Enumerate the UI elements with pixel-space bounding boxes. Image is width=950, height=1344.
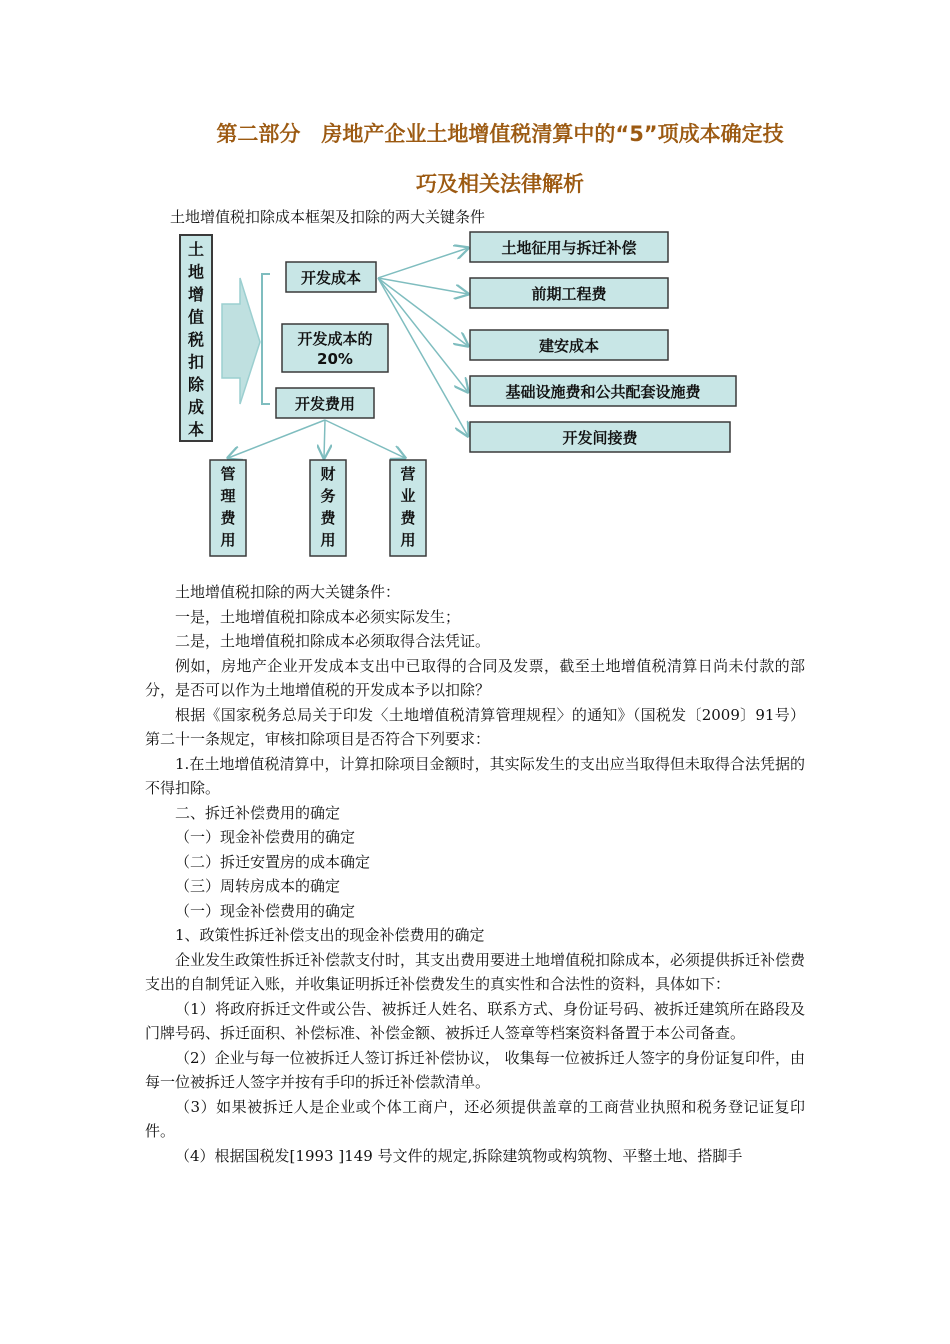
big-arrow: [222, 278, 260, 404]
bottom-box: [390, 460, 426, 556]
expense-arrows: [228, 420, 405, 458]
bottom-box-char: 费: [400, 509, 416, 527]
right-box-label: 开发间接费: [562, 429, 638, 447]
paragraph: （2）企业与每一位被拆迁人签订拆迁补偿协议， 收集每一位被拆迁人签字的身份证复印件，由每一位被拆迁人签字并按有手印的拆迁补偿款清单。: [145, 1048, 805, 1091]
paragraph: 土地增值税扣除的两大关键条件：: [175, 583, 401, 601]
bottom-box-char: 理: [220, 487, 236, 505]
bottom-box: [310, 460, 346, 556]
right-box: [470, 278, 668, 308]
right-box-label: 土地征用与拆迁补偿: [501, 239, 637, 257]
bracket: [262, 274, 270, 404]
paragraph: （二）拆迁安置房的成本确定: [175, 852, 371, 871]
right-box: [470, 376, 736, 406]
dev-cost-20-box: [282, 324, 388, 372]
paragraph: 一是，土地增值税扣除成本必须实际发生；: [175, 607, 461, 626]
right-box-label: 建安成本: [538, 337, 600, 355]
dev-expense-label: 开发费用: [294, 395, 356, 413]
diagram-caption: 土地增值税扣除成本框架及扣除的两大关键条件: [170, 208, 486, 226]
right-box: [470, 330, 668, 360]
root-char: 扣: [187, 352, 205, 372]
paragraph: （1）将政府拆迁文件或公告、被拆迁人姓名、联系方式、身份证号码、被拆迁建筑所在路段及门牌号码、拆迁面积、补偿标准、补偿金额、被拆迁人签章等档案资料备置于本公司备查。: [145, 999, 805, 1042]
paragraph: （4）根据国税发[1993 ]149 号文件的规定,拆除建筑物或构筑物、平整土地、搭脚手: [175, 1146, 743, 1165]
bottom-box-char: 费: [220, 509, 236, 527]
right-box-label: 基础设施费和公共配套设施费: [505, 383, 701, 401]
paragraph: （3）如果被拆迁人是企业或个体工商户，还必须提供盖章的工商营业执照和税务登记证复印件。: [145, 1097, 805, 1140]
root-char: 除: [187, 375, 205, 394]
paragraph: 1、政策性拆迁补偿支出的现金补偿费用的确定: [175, 926, 485, 944]
paragraph: 企业发生政策性拆迁补偿款支付时，其支出费用要进土地增值税扣除成本，必须提供拆迁补偿费支出的自制凭证入账，并收集证明拆迁补偿费发生的真实性和合法性的资料，具体如下：: [145, 950, 806, 993]
root-box-deduction-cost: [180, 235, 212, 441]
doc-title-line1: 第二部分 房地产企业土地增值税清算中的“5”项成本确定技: [216, 122, 784, 146]
paragraph: 二是，土地增值税扣除成本必须取得合法凭证。: [175, 632, 491, 650]
bottom-box-char: 营: [400, 465, 416, 483]
paragraph: 二、拆迁补偿费用的确定: [175, 803, 341, 822]
dev-cost-box: [286, 262, 376, 292]
doc-title-line2: 巧及相关法律解析: [416, 172, 584, 196]
root-char: 土: [187, 240, 205, 259]
dev-cost-label: 开发成本: [300, 269, 362, 287]
bottom-box-char: 管: [220, 465, 236, 483]
paragraph: （一）现金补偿费用的确定: [175, 901, 356, 920]
root-char: 地: [187, 262, 205, 282]
bottom-box-char: 用: [400, 531, 416, 549]
paragraph: 例如，房地产企业开发成本支出中已取得的合同及发票，截至土地增值税清算日尚未付款的部分，是否可以作为土地增值税的开发成本予以扣除？: [145, 656, 805, 699]
fan-arrows: [378, 248, 468, 436]
cost-framework-diagram: [170, 226, 750, 566]
root-char: 增: [187, 285, 205, 304]
root-char: 税: [187, 330, 205, 349]
dev-cost-20-label-2: 20%: [317, 350, 353, 368]
root-char: 值: [187, 307, 205, 327]
root-char: 本: [187, 420, 205, 439]
root-char: 成: [187, 397, 205, 417]
paragraph: （一）现金补偿费用的确定: [175, 828, 356, 846]
bottom-box-char: 务: [320, 487, 336, 505]
right-box-label: 前期工程费: [531, 285, 607, 303]
paragraph: 根据《国家税务总局关于印发〈土地增值税清算管理规程〉的通知》（国税发〔2009〕91号）第二十一条规定，审核扣除项目是否符合下列要求：: [145, 705, 805, 748]
paragraph: （三）周转房成本的确定: [175, 877, 341, 895]
bottom-box-char: 业: [400, 487, 416, 505]
body-text: [145, 580, 805, 1168]
bottom-box-char: 用: [320, 531, 336, 549]
right-box: [470, 232, 668, 262]
bottom-box-char: 财: [320, 465, 336, 483]
right-box: [470, 422, 730, 452]
paragraph: 1.在土地增值税清算中，计算扣除项目金额时，其实际发生的支出应当取得但未取得合法凭据的不得扣除。: [145, 754, 805, 797]
bottom-box-char: 用: [220, 531, 236, 549]
dev-expense-box: [276, 388, 374, 418]
dev-cost-20-label-1: 开发成本的: [297, 330, 373, 348]
bottom-box-char: 费: [320, 509, 336, 527]
bottom-box: [210, 460, 246, 556]
